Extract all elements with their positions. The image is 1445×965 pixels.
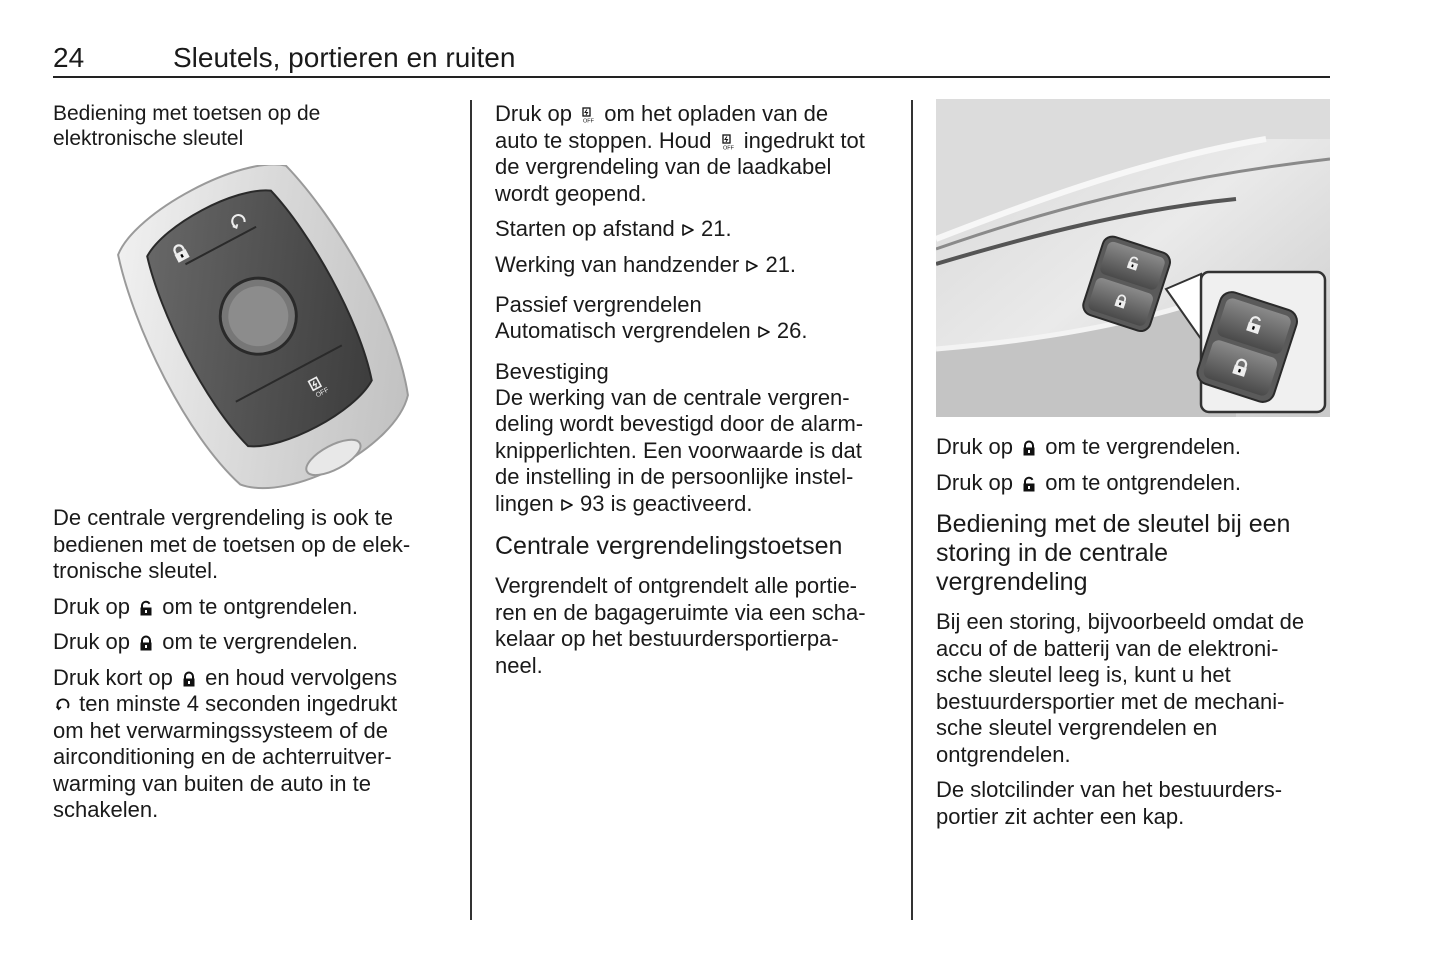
lock-icon xyxy=(181,671,197,687)
page-reference-arrow-icon xyxy=(681,223,695,237)
door-lock-switch-illustration xyxy=(936,99,1330,417)
remote-start-icon xyxy=(55,697,71,713)
paragraph-unlock: Druk op om te ontgrendelen. xyxy=(53,593,358,619)
unlock-icon xyxy=(1021,476,1037,492)
paragraph-transmitter-ref: Werking van handzender 21. xyxy=(495,251,797,277)
page-reference-link[interactable]: 21. xyxy=(701,216,732,241)
column-3 xyxy=(936,99,1336,839)
section-heading-key-buttons: Bediening met toetsen op de elektronische sleutel xyxy=(53,102,321,150)
lock-icon xyxy=(138,635,154,651)
subheading-passive-locking: Passief vergrendelen xyxy=(495,292,702,317)
page-reference-arrow-icon xyxy=(560,498,574,512)
page-reference-link[interactable]: 26. xyxy=(776,318,808,343)
paragraph-central-locking-key: De centrale vergrendeling is ook te bedienen met de toetsen op de elek- tronische sleutel. xyxy=(53,505,411,583)
page-number: 24 xyxy=(53,42,85,73)
page-reference-arrow-icon xyxy=(745,259,759,273)
paragraph-remote-start-ref: Starten op afstand 21. xyxy=(495,216,732,241)
paragraph-lock-door: Druk op om te vergrendelen. xyxy=(936,434,1241,459)
paragraph-malfunction: Bij een storing, bijvoorbeeld omdat de accu of de batterij van de elektroni- sche sleutel leeg is, kunt u het bestuurdersportier met de mechani- sche sleutel vergrendelen en ontgrendelen. xyxy=(936,609,1305,767)
header-rule xyxy=(53,76,1330,78)
paragraph-lock-cylinder: De slotcilinder van het bestuurders- portier zit achter een kap. xyxy=(936,777,1283,829)
electronic-key-illustration xyxy=(53,165,449,490)
paragraph-central-lock-buttons: Vergrendelt of ontgrendelt alle portie- ren en de bagageruimte via een scha- kelaar op het bestuurdersportierpa- neel. xyxy=(495,573,866,678)
column-divider-right xyxy=(911,100,913,920)
paragraph-lock: Druk op om te vergrendelen. xyxy=(53,629,358,654)
paragraph-confirmation: De werking van de centrale vergren- deling wordt bevestigd door de alarm- knipperlichten. Een voorwaarde is dat de instelling in de persoonlijke instel- lingen 93 is geactiveerd. xyxy=(495,384,864,516)
lock-icon xyxy=(1021,440,1037,456)
chapter-title: Sleutels, portieren en ruiten xyxy=(173,42,516,73)
paragraph-charging-stop: Druk op om het opladen van de auto te stoppen. Houd ingedrukt tot de vergrendeling van de laadkabel wordt geopend. xyxy=(495,101,865,206)
column-1 xyxy=(53,101,453,833)
page-reference-arrow-icon xyxy=(757,325,771,339)
column-divider-left xyxy=(470,100,472,920)
section-heading-central-lock-buttons: Centrale vergrendelingstoetsen xyxy=(495,532,843,560)
subheading-confirmation: Bevestiging xyxy=(495,358,609,384)
column-2 xyxy=(495,101,895,688)
paragraph-auto-locking-ref: Automatisch vergrendelen 26. xyxy=(495,318,808,343)
section-heading-mechanical-key: Bediening met de sleutel bij een storing in de centrale vergrendeling xyxy=(936,510,1291,596)
page-reference-link[interactable]: 21. xyxy=(765,251,797,277)
paragraph-remote-climate: Druk kort op en houd vervolgens ten minste 4 seconden ingedrukt om het verwarmingssysteem of de airconditioning en de achterruitver- warming van buiten de auto in te schakelen. xyxy=(53,664,398,822)
page-reference-link[interactable]: 93 xyxy=(579,490,605,516)
paragraph-unlock-door: Druk op om te ontgrendelen. xyxy=(936,469,1241,495)
charge-off-icon xyxy=(580,107,596,123)
charge-off-icon xyxy=(720,134,736,150)
unlock-icon xyxy=(138,600,154,616)
